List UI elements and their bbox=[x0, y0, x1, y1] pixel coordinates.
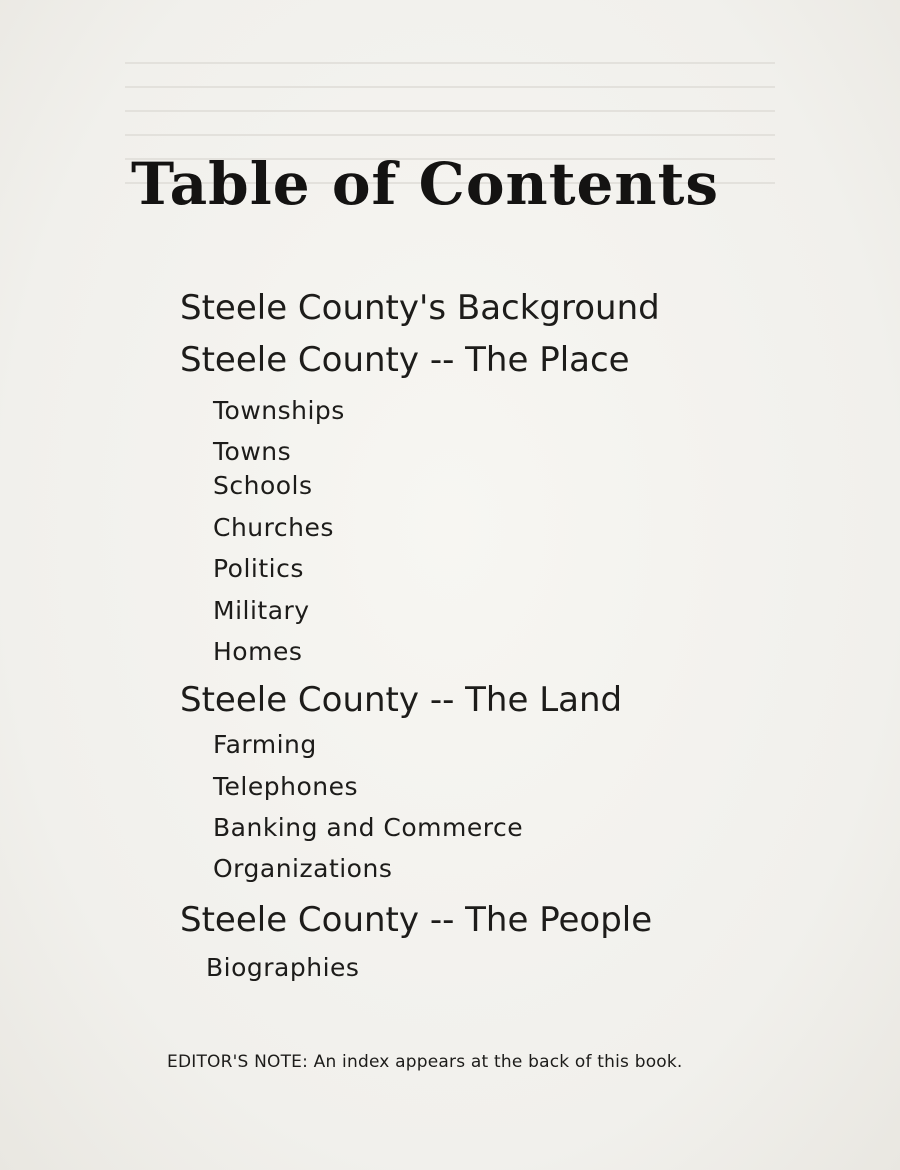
toc-item-churches: Churches bbox=[213, 513, 334, 542]
toc-item-banking: Banking and Commerce bbox=[213, 813, 524, 842]
toc-section-land: Steele County -- The Land bbox=[180, 680, 623, 720]
toc-section-place: Steele County -- The Place bbox=[180, 340, 630, 380]
toc-item-telephones: Telephones bbox=[213, 772, 358, 801]
toc-item-farming: Farming bbox=[213, 730, 317, 759]
toc-item-townships: Townships bbox=[213, 396, 345, 425]
toc-section-background: Steele County's Background bbox=[180, 288, 660, 328]
toc-item-politics: Politics bbox=[213, 554, 304, 583]
page-title: Table of Contents bbox=[130, 150, 720, 218]
toc-item-military: Military bbox=[213, 596, 310, 625]
toc-item-organizations: Organizations bbox=[213, 854, 393, 883]
editor-note: EDITOR'S NOTE: An index appears at the back of this book. bbox=[167, 1052, 683, 1072]
toc-item-towns: Towns bbox=[213, 437, 292, 466]
toc-item-biographies: Biographies bbox=[206, 953, 360, 982]
toc-item-schools: Schools bbox=[213, 471, 313, 500]
toc-section-people: Steele County -- The People bbox=[180, 900, 653, 940]
toc-item-homes: Homes bbox=[213, 637, 303, 666]
